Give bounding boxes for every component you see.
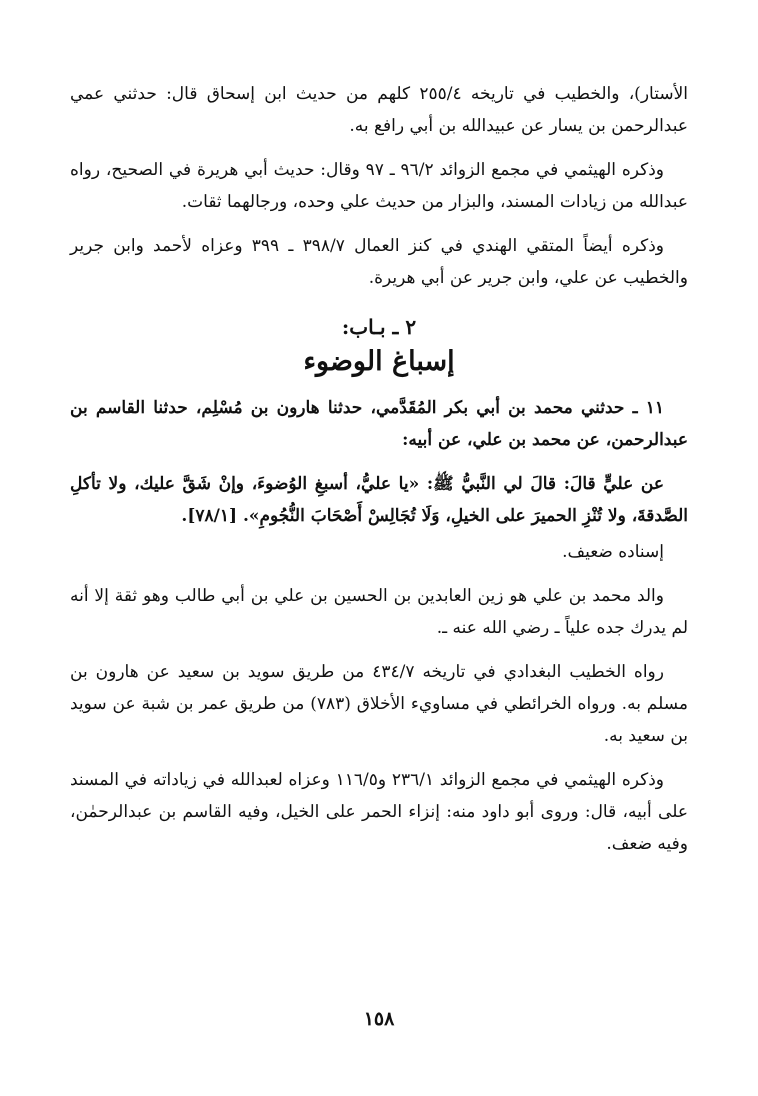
paragraph-sources-continued: الأستار)، والخطيب في تاريخه ٢٥٥/٤ كلهم من حديث ابن إسحاق قال: حدثني عمي عبدالرحمن بن يسار عن عبيدالله بن أبي رافع به. (70, 84, 689, 136)
chapter-title: إسباغ الوضوء (303, 346, 455, 377)
chapter-label: ٢ ـ بـاب: (341, 315, 417, 339)
paragraph-muttaqi: وذكره أيضاً المتقي الهندي في كنز العمال ٣٩٨/٧ ـ ٣٩٩ وعزاه لأحمد وابن جرير والخطيب عن علي، وابن جرير عن أبي هريرة. (70, 236, 688, 288)
commentary-haythami: وذكره الهيثمي في مجمع الزوائد ٢٣٦/١ و١١٦/٥ وعزاه لعبدالله في زياداته في المسند على أبيه، قال: وروى أبو داود منه: إنزاء الحمر على الخيل، وفيه القاسم بن عبدالرحمٰن، وفيه ضعف. (70, 770, 688, 854)
hadith-grading: إسناده ضعيف. (562, 542, 664, 562)
page-body (70, 78, 688, 872)
commentary-narrator: والد محمد بن علي هو زين العابدين بن الحسين بن علي بن أبي طالب وهو ثقة إلا أنه لم يدرك جده علياً ـ رضي الله عنه ـ. (70, 586, 688, 638)
page-number: ١٥٨ (363, 1008, 395, 1030)
paragraph-haythami: وذكره الهيثمي في مجمع الزوائد ٩٦/٢ ـ ٩٧ وقال: حديث أبي هريرة في الصحيح، رواه عبدالله من زيادات المسند، والبزار من حديث علي وحده، ورجالهما ثقات. (70, 160, 688, 212)
hadith-matn: عن عليٍّ قالَ: قالَ لي النَّبيُّ ﷺ: «يا عليُّ، أسبغِ الوُضوءَ، وإنْ شَقَّ عليك، ولا تأكلِ الصَّدقةَ، ولا تُنْزِ الحميرَ على الخيلِ، وَلَا تُجَالِسْ أَصْحَابَ النُّجُومِ». [٧٨/١]. (70, 474, 688, 526)
chapter-heading (70, 312, 688, 382)
hadith-isnad: ١١ ـ حدثني محمد بن أبي بكر المُقَدَّمي، حدثنا هارون بن مُسْلِم، حدثنا القاسم بن عبدالرحمن، عن محمد بن علي، عن أبيه: (70, 398, 688, 450)
commentary-khatib: رواه الخطيب البغدادي في تاريخه ٤٣٤/٧ من طريق سويد بن سعيد عن هارون بن مسلم به. ورواه الخرائطي في مساويء الأخلاق (٧٨٣) من طريق عمر بن شبة عن سويد بن سعيد به. (70, 662, 688, 746)
